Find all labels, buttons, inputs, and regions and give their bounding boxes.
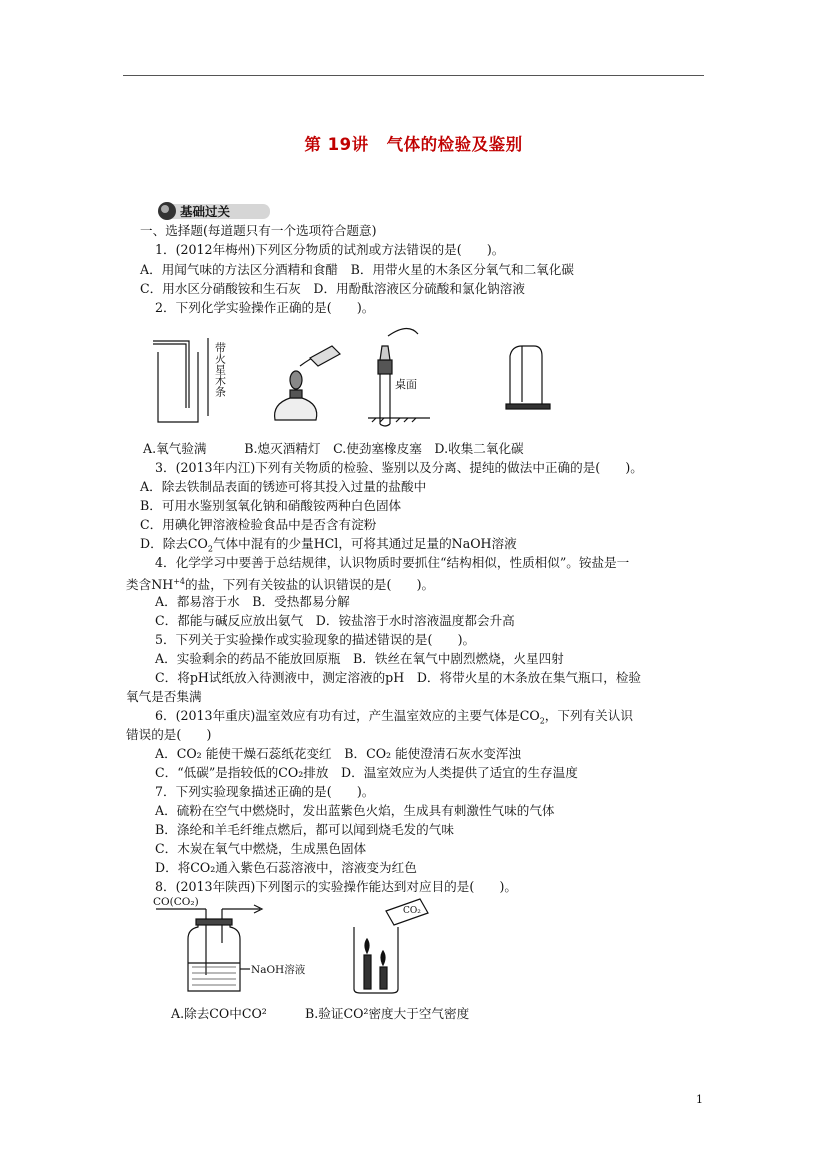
q3-option-a: A．除去铁制品表面的锈迹可将其投入过量的盐酸中 — [140, 479, 427, 494]
q5-options-ab: A．实验剩余的药品不能放回原瓶 B．铁丝在氧气中剧烈燃烧，火星四射 — [155, 651, 564, 666]
q4-options-cd: C．都能与碱反应放出氨气 D．铵盐溶于水时溶液温度都会升高 — [155, 613, 515, 628]
splint-label: 带火星木条 — [213, 342, 227, 397]
question-8: 8．(2013年陕西)下列图示的实验操作能达到对应目的是( )。 — [155, 879, 517, 894]
q8-caption-b: B.验证CO²密度大于空气密度 — [305, 1006, 470, 1021]
question-4-line2: 类含$NH^{+4}$的盐，下列有关铵盐的认识错误的是( )。 — [126, 577, 435, 593]
q4-options-ab: A．都易溶于水 B．受热都易分解 — [155, 594, 350, 609]
question-6-line2: 错误的是( ) — [126, 727, 212, 742]
q7-option-c: C．木炭在氧气中燃烧，生成黑色固体 — [155, 841, 367, 856]
page-title: 第 19讲 气体的检验及鉴别 — [304, 135, 523, 154]
collection-bottle-figure — [506, 346, 550, 409]
alcohol-lamp-figure — [275, 346, 340, 420]
section-badge — [156, 201, 274, 221]
question-7: 7．下列实验现象描述正确的是( )。 — [155, 784, 375, 799]
solution-hatching — [192, 967, 236, 985]
q1-options-ab: A．用闻气味的方法区分酒精和食醋 B．用带火星的木条区分氧气和二氧化碳 — [140, 262, 574, 277]
question-2: 2．下列化学实验操作正确的是( )。 — [155, 300, 375, 315]
header-rule — [123, 75, 704, 76]
badge-label: 基础过关 — [180, 204, 231, 219]
q7-option-a: A．硫粉在空气中燃烧时，发出蓝紫色火焰，生成具有刺激性气味的气体 — [155, 803, 555, 818]
q1-options-cd: C．用水区分硝酸铵和生石灰 D．用酚酞溶液区分硫酸和氯化钠溶液 — [140, 281, 525, 296]
gas-inlet-label: CO(CO₂) — [153, 896, 199, 908]
q8-caption-a: A.除去CO中CO² — [171, 1006, 267, 1021]
q3-option-c: C．用碘化钾溶液检验食品中是否含有淀粉 — [140, 517, 377, 532]
naoh-label: NaOH溶液 — [251, 964, 306, 976]
q6-options-ab: A．CO₂ 能使干燥石蕊纸花变红 B．CO₂ 能使澄清石灰水变浑浊 — [155, 746, 522, 761]
q8-figures — [150, 893, 440, 999]
question-3: 3．(2013年内江)下列有关物质的检验、鉴别以及分离、提纯的做法中正确的是( )。 — [155, 460, 643, 475]
q2-caption: A.氧气验满 B.熄灭酒精灯 C.使劲塞橡皮塞 D.收集二氧化碳 — [143, 441, 524, 456]
q5-options-cd: C．将pH试纸放入待测液中，测定溶液的pH D．将带火星的木条放在集气瓶口，检验 — [155, 670, 642, 685]
q7-option-b: B．涤纶和羊毛纤维点燃后，都可以闻到烧毛发的气味 — [155, 822, 454, 837]
q7-option-d: D．将CO₂通入紫色石蕊溶液中，溶液变为红色 — [155, 860, 417, 875]
desk-label: 桌面 — [395, 378, 417, 391]
q3-option-b: B．可用水鉴别氢氧化钠和硝酸铵两种白色固体 — [140, 498, 402, 513]
q2-figures — [150, 316, 580, 428]
q6-options-cd: C．“低碳”是指较低的CO₂排放 D．温室效应为人类提供了适宜的生存温度 — [155, 765, 578, 780]
question-4-line1: 4．化学学习中要善于总结规律，认识物质时要抓住“结构相似，性质相似”。铵盐是一 — [155, 555, 630, 570]
page-number: 1 — [696, 1093, 703, 1106]
wash-bottle-figure — [156, 905, 262, 991]
question-1: 1．(2012年梅州)下列区分物质的试剂或方法错误的是( )。 — [155, 242, 505, 257]
question-6-line1: 6．(2013年重庆)温室效应有功有过，产生温室效应的主要气体是$CO_2$，下列有关认识 — [155, 708, 633, 726]
question-5: 5．下列关于实验操作或实验现象的描述错误的是( )。 — [155, 632, 476, 647]
co2-label: CO₂ — [403, 906, 421, 916]
section-heading: 一、选择题(每道题只有一个选项符合题意) — [140, 223, 377, 238]
q5-options-cd-cont: 氧气是否集满 — [126, 689, 202, 704]
q3-option-d: D．除去$CO_2$气体中混有的少量HCl，可将其通过足量的NaOH溶液 — [140, 536, 517, 554]
bottle-with-splint-figure — [153, 338, 208, 422]
